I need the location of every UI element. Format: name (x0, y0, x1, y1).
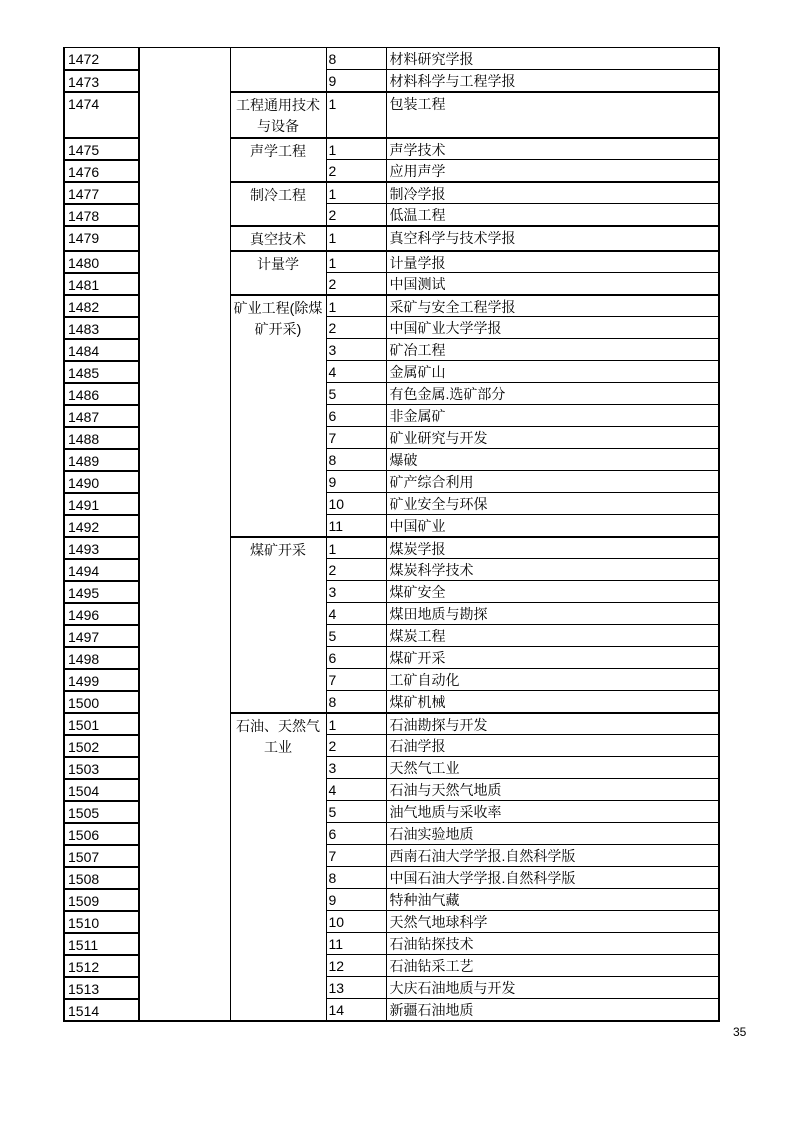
row-id-cell: 1508 (64, 867, 139, 889)
row-id-cell: 1497 (64, 625, 139, 647)
seq-cell: 7 (326, 845, 386, 867)
journal-name-cell: 有色金属.选矿部分 (386, 383, 719, 405)
seq-cell: 5 (326, 625, 386, 647)
row-id-cell: 1472 (64, 48, 139, 70)
journal-name-cell: 制冷学报 (386, 182, 719, 204)
journal-name-cell: 非金属矿 (386, 405, 719, 427)
row-id-cell: 1506 (64, 823, 139, 845)
seq-cell: 8 (326, 449, 386, 471)
seq-cell: 4 (326, 361, 386, 383)
journal-name-cell: 工矿自动化 (386, 669, 719, 691)
journal-name-cell: 煤矿安全 (386, 581, 719, 603)
seq-cell: 3 (326, 339, 386, 361)
seq-cell: 2 (326, 559, 386, 581)
journal-name-cell: 石油钻探技术 (386, 933, 719, 955)
row-id-cell: 1480 (64, 251, 139, 273)
category-cell: 真空技术 (230, 226, 326, 251)
seq-cell: 3 (326, 581, 386, 603)
row-id-cell: 1513 (64, 977, 139, 999)
journal-name-cell: 矿产综合利用 (386, 471, 719, 493)
category-cell (230, 48, 326, 92)
category-cell: 石油、天然气工业 (230, 713, 326, 1021)
row-id-cell: 1494 (64, 559, 139, 581)
row-id-cell: 1514 (64, 999, 139, 1021)
seq-cell: 2 (326, 735, 386, 757)
seq-cell: 3 (326, 757, 386, 779)
row-id-cell: 1483 (64, 317, 139, 339)
row-id-cell: 1503 (64, 757, 139, 779)
seq-cell: 10 (326, 493, 386, 515)
row-id-cell: 1486 (64, 383, 139, 405)
journal-name-cell: 煤矿开采 (386, 647, 719, 669)
seq-cell: 9 (326, 70, 386, 92)
journal-name-cell: 煤炭工程 (386, 625, 719, 647)
row-id-cell: 1502 (64, 735, 139, 757)
seq-cell: 6 (326, 823, 386, 845)
row-id-cell: 1505 (64, 801, 139, 823)
row-id-cell: 1511 (64, 933, 139, 955)
journal-name-cell: 特种油气藏 (386, 889, 719, 911)
seq-cell: 4 (326, 603, 386, 625)
journal-name-cell: 金属矿山 (386, 361, 719, 383)
row-id-cell: 1491 (64, 493, 139, 515)
journal-name-cell: 声学技术 (386, 138, 719, 160)
row-id-cell: 1512 (64, 955, 139, 977)
row-id-cell: 1510 (64, 911, 139, 933)
seq-cell: 5 (326, 383, 386, 405)
seq-cell: 13 (326, 977, 386, 999)
journal-name-cell: 大庆石油地质与开发 (386, 977, 719, 999)
seq-cell: 6 (326, 647, 386, 669)
journal-name-cell: 低温工程 (386, 204, 719, 226)
seq-cell: 1 (326, 138, 386, 160)
page-number: 35 (733, 1025, 747, 1039)
row-id-cell: 1496 (64, 603, 139, 625)
row-id-cell: 1499 (64, 669, 139, 691)
seq-cell: 4 (326, 779, 386, 801)
row-id-cell: 1478 (64, 204, 139, 226)
seq-cell: 7 (326, 427, 386, 449)
journal-table (63, 47, 720, 1022)
journal-name-cell: 中国矿业大学学报 (386, 317, 719, 339)
journal-name-cell: 计量学报 (386, 251, 719, 273)
journal-name-cell: 西南石油大学学报.自然科学版 (386, 845, 719, 867)
journal-name-cell: 石油钻采工艺 (386, 955, 719, 977)
journal-name-cell: 煤炭科学技术 (386, 559, 719, 581)
journal-table-wrapper (63, 47, 720, 1022)
table-row (64, 48, 719, 70)
journal-name-cell: 中国测试 (386, 273, 719, 295)
row-id-cell: 1484 (64, 339, 139, 361)
journal-name-cell: 新疆石油地质 (386, 999, 719, 1021)
journal-name-cell: 煤田地质与勘探 (386, 603, 719, 625)
row-id-cell: 1490 (64, 471, 139, 493)
row-id-cell: 1493 (64, 537, 139, 559)
category-cell: 煤矿开采 (230, 537, 326, 713)
seq-cell: 2 (326, 160, 386, 182)
journal-name-cell: 石油学报 (386, 735, 719, 757)
journal-name-cell: 中国矿业 (386, 515, 719, 537)
seq-cell: 2 (326, 204, 386, 226)
seq-cell: 11 (326, 515, 386, 537)
journal-name-cell: 真空科学与技术学报 (386, 226, 719, 251)
journal-name-cell: 材料科学与工程学报 (386, 70, 719, 92)
seq-cell: 1 (326, 537, 386, 559)
category-cell: 计量学 (230, 251, 326, 295)
seq-cell: 9 (326, 889, 386, 911)
seq-cell: 8 (326, 48, 386, 70)
row-id-cell: 1479 (64, 226, 139, 251)
category-cell: 声学工程 (230, 138, 326, 182)
seq-cell: 2 (326, 273, 386, 295)
seq-cell: 1 (326, 713, 386, 735)
row-id-cell: 1509 (64, 889, 139, 911)
journal-name-cell: 天然气工业 (386, 757, 719, 779)
row-id-cell: 1477 (64, 182, 139, 204)
seq-cell: 7 (326, 669, 386, 691)
seq-cell: 12 (326, 955, 386, 977)
row-id-cell: 1504 (64, 779, 139, 801)
row-id-cell: 1473 (64, 70, 139, 92)
seq-cell: 14 (326, 999, 386, 1021)
journal-name-cell: 包装工程 (386, 92, 719, 138)
row-id-cell: 1507 (64, 845, 139, 867)
seq-cell: 1 (326, 182, 386, 204)
row-id-cell: 1481 (64, 273, 139, 295)
journal-table-body (64, 48, 719, 1021)
category-cell: 工程通用技术与设备 (230, 92, 326, 138)
seq-cell: 1 (326, 226, 386, 251)
row-id-cell: 1501 (64, 713, 139, 735)
journal-name-cell: 矿业研究与开发 (386, 427, 719, 449)
journal-name-cell: 材料研究学报 (386, 48, 719, 70)
row-id-cell: 1475 (64, 138, 139, 160)
row-id-cell: 1487 (64, 405, 139, 427)
journal-name-cell: 爆破 (386, 449, 719, 471)
seq-cell: 1 (326, 92, 386, 138)
seq-cell: 5 (326, 801, 386, 823)
seq-cell: 1 (326, 295, 386, 317)
category-cell: 矿业工程(除煤矿开采) (230, 295, 326, 537)
journal-name-cell: 石油实验地质 (386, 823, 719, 845)
journal-name-cell: 矿业安全与环保 (386, 493, 719, 515)
seq-cell: 9 (326, 471, 386, 493)
blank-column-cell (139, 48, 230, 1021)
category-cell: 制冷工程 (230, 182, 326, 226)
journal-name-cell: 煤炭学报 (386, 537, 719, 559)
row-id-cell: 1498 (64, 647, 139, 669)
seq-cell: 6 (326, 405, 386, 427)
journal-name-cell: 应用声学 (386, 160, 719, 182)
row-id-cell: 1476 (64, 160, 139, 182)
journal-name-cell: 中国石油大学学报.自然科学版 (386, 867, 719, 889)
row-id-cell: 1500 (64, 691, 139, 713)
journal-name-cell: 天然气地球科学 (386, 911, 719, 933)
seq-cell: 2 (326, 317, 386, 339)
seq-cell: 8 (326, 867, 386, 889)
journal-name-cell: 石油与天然气地质 (386, 779, 719, 801)
seq-cell: 10 (326, 911, 386, 933)
journal-name-cell: 石油勘探与开发 (386, 713, 719, 735)
row-id-cell: 1485 (64, 361, 139, 383)
seq-cell: 11 (326, 933, 386, 955)
row-id-cell: 1489 (64, 449, 139, 471)
row-id-cell: 1474 (64, 92, 139, 138)
journal-name-cell: 采矿与安全工程学报 (386, 295, 719, 317)
row-id-cell: 1492 (64, 515, 139, 537)
journal-name-cell: 矿冶工程 (386, 339, 719, 361)
row-id-cell: 1482 (64, 295, 139, 317)
journal-name-cell: 煤矿机械 (386, 691, 719, 713)
journal-name-cell: 油气地质与采收率 (386, 801, 719, 823)
seq-cell: 1 (326, 251, 386, 273)
row-id-cell: 1488 (64, 427, 139, 449)
row-id-cell: 1495 (64, 581, 139, 603)
seq-cell: 8 (326, 691, 386, 713)
